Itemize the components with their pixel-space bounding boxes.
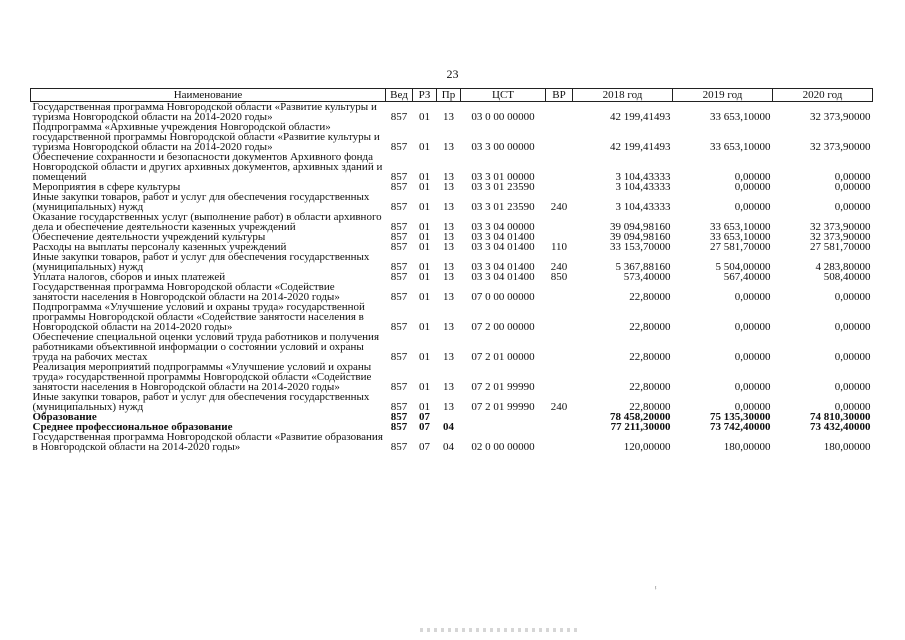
row-name: Иные закупки товаров, работ и услуг для обеспечения государственных (муниципальных) нужд [32,251,370,273]
row-2018: 22,80000 [629,351,671,363]
header-vr: ВР [546,89,573,102]
row-cst: 07 2 01 99990 [471,381,535,393]
row-pr: 13 [443,201,454,213]
row-2019: 33 653,10000 [710,221,771,233]
row-2019: 0,00000 [734,201,771,213]
row-name: Обеспечение деятельности учреждений культуры [32,231,266,243]
row-rz: 01 [419,201,430,213]
row-name: Оказание государственных услуг (выполнение работ) в области архивного дела и обеспечение деятельности казенных учреждений [32,211,382,233]
table-row [31,362,873,392]
row-ved: 857 [390,351,408,363]
table-row [31,252,873,272]
row-2018: 22,80000 [629,381,671,393]
row-ved: 857 [390,381,408,393]
row-2018: 5 367,88160 [615,261,671,273]
row-2020: 32 373,90000 [810,141,871,153]
row-pr: 13 [443,221,454,233]
row-rz: 01 [419,291,430,303]
row-ved: 857 [390,221,408,233]
row-ved: 857 [390,291,408,303]
row-pr: 13 [443,231,454,243]
row-ved: 857 [390,141,408,153]
row-vr [546,282,573,302]
row-2018: 42 199,41493 [610,111,671,123]
row-pr: 04 [443,441,454,453]
row-cst [461,422,546,432]
row-pr: 13 [443,351,454,363]
row-2020: 0,00000 [834,401,871,413]
table-row [31,432,873,452]
row-2018: 3 104,43333 [615,181,671,193]
row-cst: 03 3 00 00000 [471,141,535,153]
row-pr: 13 [443,261,454,273]
row-rz: 01 [419,221,430,233]
row-name: Государственная программа Новгородской области «Развитие культуры и туризма Новгородской области на 2014-2020 годы» [32,101,377,123]
row-rz: 01 [419,171,430,183]
row-name: Уплата налогов, сборов и иных платежей [32,271,226,283]
row-2020: 27 581,70000 [810,241,871,253]
row-2018: 22,80000 [629,401,671,413]
row-vr [546,432,573,452]
row-2019: 75 135,30000 [710,411,771,423]
row-rz: 01 [419,351,430,363]
row-2019: 0,00000 [734,381,771,393]
row-2019: 33 653,10000 [710,141,771,153]
row-name: Среднее профессиональное образование [32,421,233,433]
row-name: Обеспечение сохранности и безопасности документов Архивного фонда Новгородской области и других архивных документов, архивных зданий и помещений [32,151,383,183]
table-row [31,152,873,182]
row-cst: 07 0 00 00000 [471,291,535,303]
row-rz: 07 [419,421,430,433]
row-pr: 13 [443,401,454,413]
row-2020: 0,00000 [834,201,871,213]
row-pr: 04 [443,421,454,433]
page-number: 23 [446,67,459,81]
row-cst: 03 3 04 01400 [471,261,535,273]
row-2019: 73 742,40000 [710,421,771,433]
row-2020: 32 373,90000 [810,231,871,243]
table-row [31,102,873,123]
row-2018: 78 458,20000 [610,411,671,423]
table-row [31,332,873,362]
row-cst: 03 3 04 00000 [471,221,535,233]
row-name: Государственная программа Новгородской области «Содействие занятости населения в Новгородской области на 2014-2020 годы» [32,281,340,303]
row-rz: 07 [419,441,430,453]
row-cst: 03 3 04 01400 [471,231,535,243]
row-cst: 03 3 01 23590 [471,201,535,213]
row-rz: 07 [419,411,430,423]
table-row [31,302,873,332]
row-ved: 857 [390,441,408,453]
row-ved: 857 [390,171,408,183]
row-vr: 850 [550,271,568,283]
row-ved: 857 [390,201,408,213]
row-vr [546,152,573,182]
row-pr: 13 [443,141,454,153]
row-cst: 07 2 00 00000 [471,321,535,333]
table-row [31,192,873,212]
table-row [31,212,873,232]
row-2020: 0,00000 [834,381,871,393]
row-2018: 3 104,43333 [615,201,671,213]
header-rz: РЗ [413,89,437,102]
row-vr [546,102,573,123]
table-row [31,122,873,152]
row-2019: 33 653,10000 [710,111,771,123]
row-2019: 180,00000 [723,441,771,453]
row-rz: 01 [419,401,430,413]
row-name: Иные закупки товаров, работ и услуг для обеспечения государственных (муниципальных) нужд [32,391,370,413]
row-rz: 01 [419,141,430,153]
row-2020: 0,00000 [834,181,871,193]
row-ved: 857 [390,421,408,433]
row-cst [461,412,546,422]
table-header-row [31,89,873,102]
row-vr [546,362,573,392]
header-2019: 2019 год [673,89,773,102]
table-row [31,282,873,302]
row-vr: 240 [550,401,568,413]
row-2018: 39 094,98160 [610,221,671,233]
header-2020: 2020 год [773,89,873,102]
row-pr: 13 [443,291,454,303]
row-name: Обеспечение специальной оценки условий труда работников и получения работниками объективной информации о состоянии условий и охраны труда на рабочих местах [32,331,379,363]
row-vr [546,422,573,432]
row-rz: 01 [419,321,430,333]
row-2020: 0,00000 [834,171,871,183]
row-2020: 508,40000 [823,271,871,283]
row-2018: 39 094,98160 [610,231,671,243]
table-row [31,392,873,412]
row-name: Государственная программа Новгородской области «Развитие образования в Новгородской области на 2014-2020 годы» [32,431,383,453]
row-2020: 0,00000 [834,321,871,333]
row-name: Реализация мероприятий подпрограммы «Улучшение условий и охраны труда» государственной программы Новгородской области «Содействие занятости населения в Новгородской области на 2014-2020 годы» [32,361,372,393]
row-pr: 13 [443,171,454,183]
row-2020: 32 373,90000 [810,221,871,233]
row-ved: 857 [390,241,408,253]
row-pr: 13 [443,241,454,253]
scan-smudge [420,628,580,632]
scan-mark: ⸯ [653,587,659,597]
row-ved: 857 [390,261,408,273]
row-pr: 13 [443,381,454,393]
row-name: Мероприятия в сфере культуры [32,181,181,193]
row-2018: 22,80000 [629,321,671,333]
row-2019: 0,00000 [734,181,771,193]
row-vr [546,302,573,332]
header-cst: ЦСТ [461,89,546,102]
row-vr [546,332,573,362]
row-cst: 02 0 00 00000 [471,441,535,453]
row-rz: 01 [419,181,430,193]
row-2019: 0,00000 [734,171,771,183]
row-2019: 5 504,00000 [715,261,771,273]
row-pr: 13 [443,321,454,333]
row-name: Образование [32,411,97,423]
header-pr: Пр [437,89,461,102]
row-ved: 857 [390,111,408,123]
row-ved: 857 [390,271,408,283]
table-body [31,102,873,453]
row-2019: 0,00000 [734,291,771,303]
row-2018: 573,40000 [623,271,671,283]
row-cst: 03 3 04 01400 [471,271,535,283]
row-2020: 4 283,80000 [815,261,871,273]
row-cst: 07 2 01 00000 [471,351,535,363]
row-2018: 22,80000 [629,291,671,303]
row-cst: 03 3 04 01400 [471,241,535,253]
row-2020: 32 373,90000 [810,111,871,123]
row-rz: 01 [419,271,430,283]
row-rz: 01 [419,261,430,273]
header-ved: Вед [386,89,413,102]
row-pr: 13 [443,181,454,193]
row-ved: 857 [390,401,408,413]
row-2020: 0,00000 [834,291,871,303]
row-rz: 01 [419,111,430,123]
row-vr: 110 [550,241,568,253]
row-name: Подпрограмма «Архивные учреждения Новгородской области» государственной программы Новгородской области «Развитие культуры и туризма Новгородской области на 2014-2020 годы» [32,121,380,153]
row-2019: 0,00000 [734,401,771,413]
row-vr: 240 [550,201,568,213]
row-rz: 01 [419,231,430,243]
row-2019: 0,00000 [734,321,771,333]
budget-table [30,88,873,452]
row-2018: 120,00000 [623,441,671,453]
row-ved: 857 [390,231,408,243]
row-2020: 0,00000 [834,351,871,363]
row-2018: 77 211,30000 [610,421,671,433]
row-ved: 857 [390,321,408,333]
row-vr [546,182,573,192]
row-pr: 13 [443,271,454,283]
row-vr [546,212,573,232]
row-name: Подпрограмма «Улучшение условий и охраны труда» государственной программы Новгородской области «Содействие занятости населения в Новгородской области на 2014-2020 годы» [32,301,365,333]
header-name: Наименование [31,89,386,102]
row-name: Расходы на выплаты персоналу казенных учреждений [32,241,287,253]
row-rz: 01 [419,241,430,253]
row-2020: 180,00000 [823,441,871,453]
row-cst: 03 3 01 00000 [471,171,535,183]
row-pr: 13 [443,111,454,123]
row-ved: 857 [390,411,408,423]
row-2018: 3 104,43333 [615,171,671,183]
row-name: Иные закупки товаров, работ и услуг для обеспечения государственных (муниципальных) нужд [32,191,370,213]
row-2019: 33 653,10000 [710,231,771,243]
row-2020: 74 810,30000 [810,411,871,423]
row-cst: 07 2 01 99990 [471,401,535,413]
row-vr: 240 [550,261,568,273]
row-rz: 01 [419,381,430,393]
row-ved: 857 [390,181,408,193]
header-2018: 2018 год [573,89,673,102]
row-2018: 33 153,70000 [610,241,671,253]
row-cst: 03 3 01 23590 [471,181,535,193]
row-2020: 73 432,40000 [810,421,871,433]
row-2019: 27 581,70000 [710,241,771,253]
row-2019: 0,00000 [734,351,771,363]
row-vr [546,412,573,422]
row-2018: 42 199,41493 [610,141,671,153]
row-cst: 03 0 00 00000 [471,111,535,123]
row-vr [546,122,573,152]
row-2019: 567,40000 [723,271,771,283]
